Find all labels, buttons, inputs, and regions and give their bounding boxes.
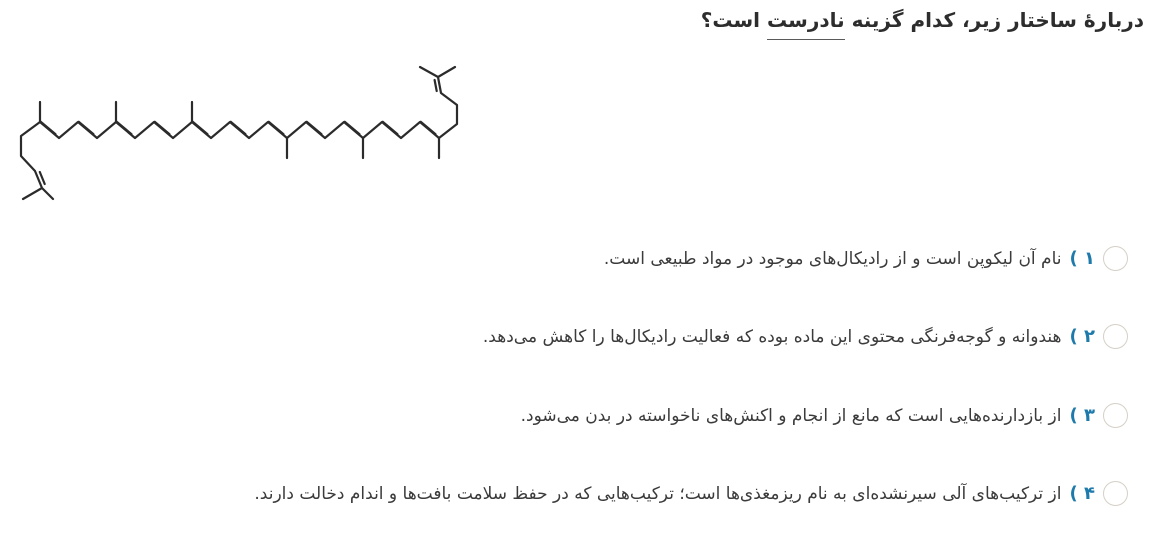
option-4-text: از ترکیب‌های آلی سیرنشده‌ای به نام ریزمغذی‌ها است؛ ترکیب‌هایی که در حفظ سلامت بافت‌ها و اندام دخالت دارند. [254,483,1062,504]
lycopene-structure [15,62,477,212]
radio-button-option-4[interactable] [1103,481,1128,506]
radio-button-option-3[interactable] [1103,403,1128,428]
option-1-number: ۱ ) [1069,248,1095,269]
option-3-number: ۳ ) [1069,405,1095,426]
option-2-number: ۲ ) [1069,326,1095,347]
option-1[interactable] [604,246,1128,271]
question-title-suffix: است؟ [700,8,761,32]
option-2[interactable] [483,324,1128,349]
question-title [701,8,1144,40]
option-3[interactable] [521,403,1128,428]
option-4-number: ۴ ) [1069,483,1095,504]
question-title-text: دربارهٔ ساختار زیر، کدام گزینه [851,8,1144,32]
option-4[interactable] [254,481,1128,506]
question-title-underlined-word: نادرست [767,8,845,40]
radio-button-option-2[interactable] [1103,324,1128,349]
option-1-text: نام آن لیکوپن است و از رادیکال‌های موجود در مواد طبیعی است. [603,248,1062,269]
radio-button-option-1[interactable] [1103,246,1128,271]
option-3-text: از بازدارنده‌هایی است که مانع از انجام و اکنش‌های ناخواسته در بدن می‌شود. [520,405,1062,426]
option-2-text: هندوانه و گوجه‌فرنگی محتوی این ماده بوده که فعالیت رادیکال‌ها را کاهش می‌دهد. [482,326,1062,347]
